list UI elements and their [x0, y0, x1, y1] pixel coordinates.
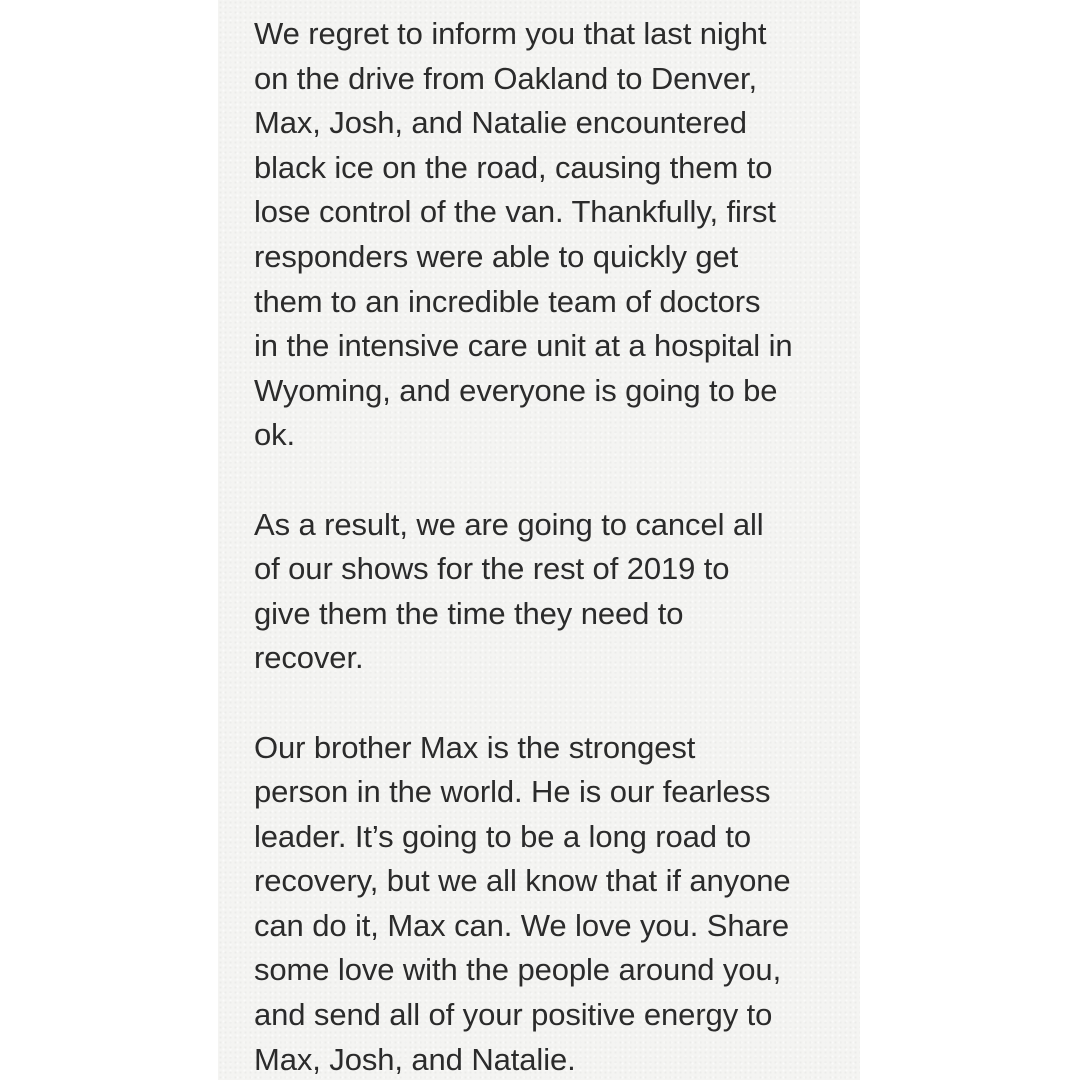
paragraph-spacer	[254, 681, 854, 726]
text-line: responders were able to quickly get	[254, 238, 739, 274]
text-line: on the drive from Oakland to Denver,	[254, 60, 757, 96]
text-line: leader. It’s going to be a long road to	[254, 818, 752, 854]
text-line: recover.	[254, 640, 364, 676]
text-line: As a result, we are going to cancel all	[254, 506, 764, 542]
text-line: can do it, Max can. We love you. Share	[254, 907, 789, 943]
text-line: Max, Josh, and Natalie.	[254, 1041, 576, 1077]
paragraph-accident	[254, 12, 854, 458]
paragraph-spacer	[254, 458, 854, 503]
text-line: We regret to inform you that last night	[254, 16, 767, 51]
text-line: some love with the people around you,	[254, 952, 782, 988]
text-line: ok.	[254, 417, 296, 453]
paragraph-support	[254, 726, 854, 1080]
text-line: of our shows for the rest of 2019 to	[254, 551, 730, 587]
text-line: give them the time they need to	[254, 595, 684, 631]
note-paper	[218, 0, 860, 1080]
text-line: black ice on the road, causing them to	[254, 149, 773, 185]
note-text	[254, 12, 854, 1080]
text-line: recovery, but we all know that if anyone	[254, 863, 791, 899]
text-line: and send all of your positive energy to	[254, 997, 773, 1033]
text-line: lose control of the van. Thankfully, first	[254, 194, 776, 230]
text-line: them to an incredible team of doctors	[254, 283, 761, 319]
text-line: Wyoming, and everyone is going to be	[254, 372, 778, 408]
paragraph-cancellation	[254, 503, 854, 681]
text-line: Max, Josh, and Natalie encountered	[254, 105, 747, 141]
text-line: in the intensive care unit at a hospital in	[254, 328, 793, 364]
text-line: person in the world. He is our fearless	[254, 774, 771, 810]
text-line: Our brother Max is the strongest	[254, 729, 696, 765]
